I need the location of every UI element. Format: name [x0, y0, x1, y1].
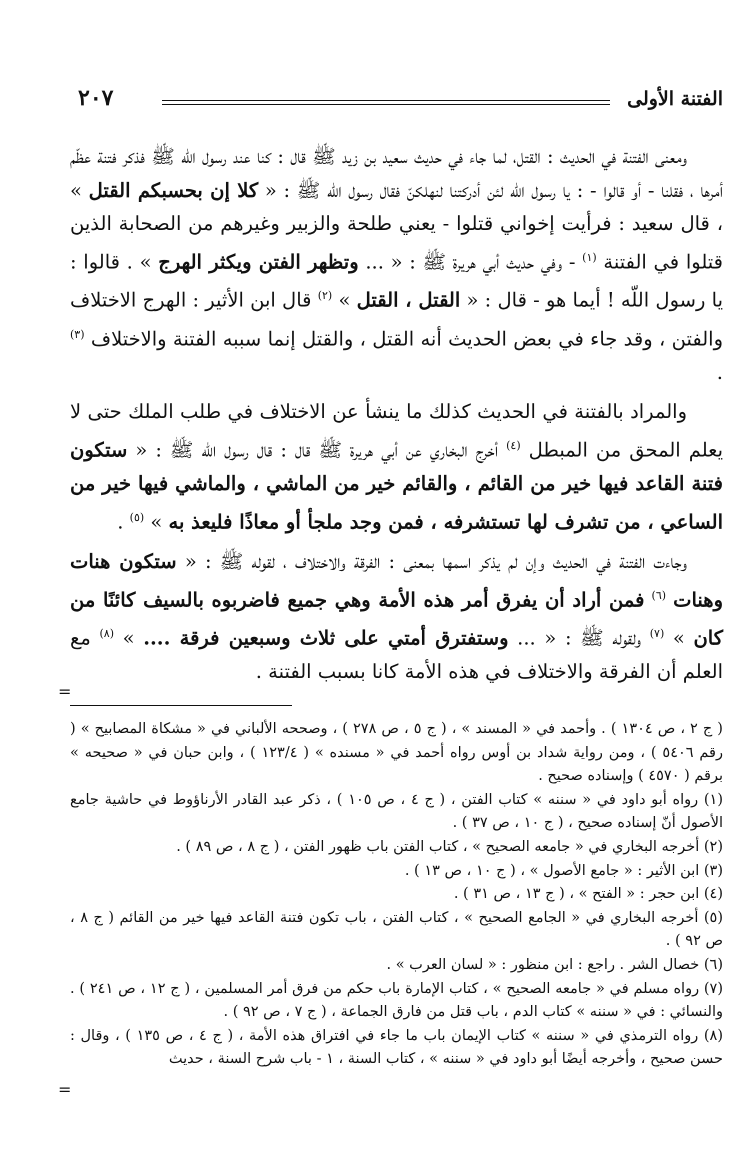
text-segment: » — [664, 626, 694, 650]
footnote-2: (٢) أخرجه البخاري في « جامعه الصحيح » ، كتاب الفتن باب ظهور الفتن ، ( ج ٨ ، ص ٨٩ ) . — [176, 839, 723, 856]
text-segment: ولقوله ﷺ : « ... — [508, 626, 650, 650]
text-segment: » — [144, 510, 169, 534]
footnote-ref: (٨) — [99, 627, 114, 641]
footnote-ref: (٢) — [317, 289, 333, 303]
paragraph-1 — [70, 140, 723, 389]
running-header — [70, 68, 723, 112]
text-segment: ومعنى الفتنة في الحديث : القتل، لما جاء في حديث سعيد بن زيد ﷺ قال : كنا عند رسول اللّه ﷺ فذكر فتنة عظّم أمرها ، فقلنا - أو قالوا - : يا رسول اللّه لئن أدركتنا لنهلكنّ فقال رسول اللّه ﷺ : « — [70, 145, 723, 202]
footnote-6: (٦) خصال الشر . راجع : ابن منظور : « لسان العرب » . — [386, 956, 723, 973]
footnote-4: (٤) ابن حجر : « الفتح » ، ( ج ١٣ ، ص ٣١ ) . — [453, 886, 723, 903]
text-segment: . — [117, 510, 130, 534]
hadith-quote: القتل ، القتل — [356, 288, 461, 312]
footnote-ref: (٤) — [506, 439, 521, 453]
text-segment: والمراد بالفتنة في الحديث كذلك ما ينشأ عن الاختلاف في طلب الملك حتى لا يعلم المحق من المبطل — [70, 400, 724, 462]
footnote-divider — [70, 705, 292, 706]
footnote-1: (١) رواه أبو داود في « سننه » كتاب الفتن ، ( ج ٤ ، ص ١٠٥ ) ، ذكر عبد القادر الأرناؤوط في حاشية جامع الأصول أنّ إسناده صحيح ، ( ج ١٠ ، ص ٣٧ ) . — [70, 791, 723, 832]
footnote-ref: (٣) — [70, 327, 85, 341]
hadith-quote: وستفترق أمتي على ثلاث وسبعين فرقة .... — [143, 626, 509, 650]
footnote-ref: (١) — [582, 251, 597, 265]
text-segment: » . قالوا : يا رسول اللّه ! أيما هو - قال : « — [70, 250, 723, 312]
text-segment: أخرج البخاري عن أبي هريرة ﷺ قال : قال رسول اللّه ﷺ : « — [127, 438, 507, 462]
text-segment — [644, 588, 651, 611]
header-rule — [162, 100, 610, 101]
footnotes — [70, 718, 723, 1072]
page-number: ٢٠٧ — [78, 85, 114, 111]
continuation-mark-top: = — [58, 682, 72, 701]
hadith-quote: كلا إن بحسبكم القتل — [88, 178, 259, 202]
footnote-ref: (٧) — [649, 627, 665, 641]
continuation-mark-bottom: = — [58, 1080, 72, 1099]
footnote-8: (٨) رواه الترمذي في « سننه » كتاب الإيمان باب ما جاء في افتراق هذه الأمة ، ( ج ٤ ، ص ١٣٥ ) ، وقال : حسن صحيح ، وأخرجه أيضًا أبو داود في « سننه » ، كتاب السنة ، ١ - باب شرح السنة ، حديث — [70, 1027, 724, 1068]
hadith-quote: ستكون هنات وهنات — [70, 550, 723, 612]
text-segment: » — [114, 626, 144, 650]
book-page — [70, 68, 723, 1155]
text-segment: وجاءت الفتنة في الحديث وإن لم يذكر اسمها بمعنى : الفرقة والاختلاف ، لقوله ﷺ : « — [176, 550, 687, 574]
chapter-title: الفتنة الأولى — [627, 88, 723, 110]
text-segment: » — [332, 288, 357, 312]
main-text — [70, 140, 723, 689]
footnote-3: (٣) ابن الأثير : « جامع الأصول » ، ( ج ١٠ ، ص ١٣ ) . — [404, 862, 723, 879]
footnote-ref: (٥) — [129, 511, 145, 525]
hadith-quote: وتظهر الفتن ويكثر الهرج — [158, 250, 359, 274]
paragraph-2 — [70, 395, 723, 539]
hadith-quote: فمن أراد أن يفرق أمر هذه الأمة وهي جميع فاضربوه بالسيف كائنًا من كان — [70, 588, 724, 650]
text-segment: . — [716, 360, 723, 384]
text-segment: » ، قال سعيد : فرأيت إخواني قتلوا - يعني طلحة والزبير وغيرهم من الصحابة الذين قتلوا في الفتنة — [70, 178, 723, 274]
footnote-7: (٧) رواه مسلم في « جامعه الصحيح » ، كتاب الإمارة باب حكم من فرق أمر المسلمين ، ( ج ١٢ ، ص ٢٤١ ) . والنسائي : في « سننه » كتاب الدم ، باب قتل من فارق الجماعة ، ( ج ٧ ، ص ٩٢ ) . — [70, 980, 724, 1021]
footnote-continued: ( ج ٢ ، ص ١٣٠٤ ) . وأحمد في « المسند » ، ( ج ٥ ، ص ٢٧٨ ) ، وصححه الألباني في « مشكاة المصابيح » ( رقم ٥٤٠٦ ) ، ومن رواية شداد بن أوس رواه أحمد في « مسنده » ( ١٢٣/٤ ) ، وابن حبان في « صحيحه » برقم ( ٤٥٧٠ ) وإسناده صحيح . — [70, 721, 723, 785]
footnote-ref: (٦) — [651, 588, 667, 602]
footnote-5: (٥) أخرجه البخاري في « الجامع الصحيح » ، كتاب الفتن ، باب تكون فتنة القاعد فيها خير من القائم ( ج ٨ ، ص ٩٢ ) . — [70, 909, 723, 950]
text-segment: قال ابن الأثير : الهرج الاختلاف والفتن ، وقد جاء في بعض الحديث أنه القتل ، والقتل إنما سببه الفتنة والاختلاف — [70, 288, 723, 351]
hadith-quote: ستكون فتنة القاعد فيها خير من القائم ، والقائم خير من الماشي ، والماشي فيها خير من الساعي ، من تشرف لها تستشرفه ، فمن وجد ملجأ أو معاذًا فليعذ به — [70, 438, 723, 534]
text-segment: مع العلم أن الفرقة والاختلاف في هذه الأمة كانا بسبب الفتنة . — [70, 626, 723, 684]
paragraph-3 — [70, 545, 723, 689]
text-segment: - وفي حديث أبي هريرة ﷺ : « ... — [358, 250, 583, 274]
